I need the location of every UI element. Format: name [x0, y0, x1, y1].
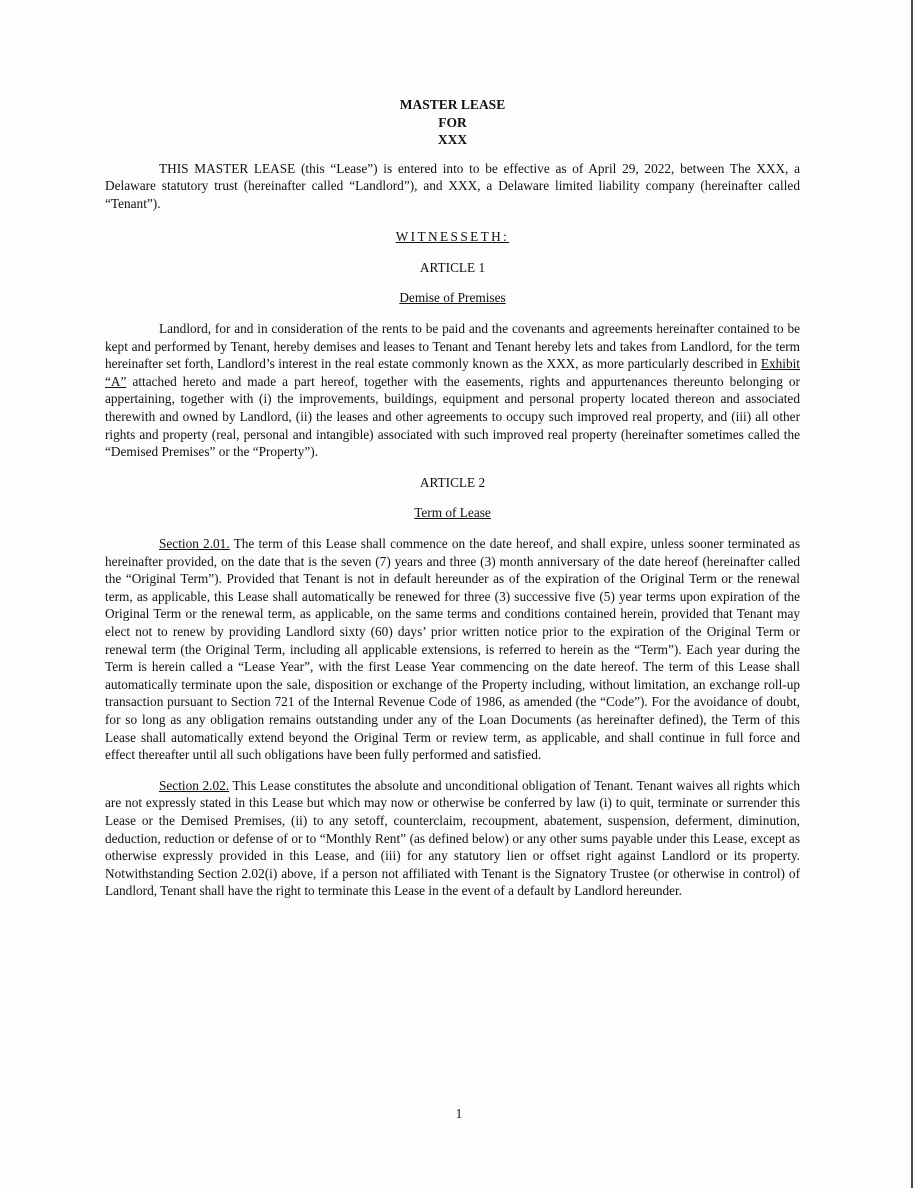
section-2-02-paragraph	[105, 777, 800, 900]
intro-paragraph: THIS MASTER LEASE (this “Lease”) is entered into to be effective as of April 29, 2022, between The XXX, a Delaware statutory trust (hereinafter called “Landlord”), and XXX, a Delaware limited liability company (hereinafter called “Tenant”).	[105, 160, 800, 211]
witnesseth-text: WITNESSETH:	[395, 229, 510, 245]
article-2-heading: ARTICLE 2	[419, 474, 486, 490]
section-2-01-text: The term of this Lease shall commence on the date hereof, and shall expire, unless sooner terminated as hereinafter provided, on the date that is the seven (7) years and three (3) month anniversary of the date hereof (hereinafter called the “Original Term”). Provided that Tenant is not in default hereunder as of the expiration of the Original Term or the renewal term, as applicable, this Lease shall automatically be renewed for three (3) successive five (5) year terms upon expiration of the Original Term or the renewal term, as applicable, on the same terms and conditions contained herein, provided that Tenant may elect not to renew by providing Landlord sixty (60) days’ prior written notice prior to the expiration of the Original Term or renewal term (the Original Term, including all applicable extensions, is referred to herein as the “Term”). Each year during the Term is herein called a “Lease Year”, with the first Lease Year commencing on the date hereof. The term of this Lease shall automatically terminate upon the sale, disposition or exchange of the Property including, without limitation, an exchange roll-up transaction pursuant to Section 721 of the Internal Revenue Code of 1986, as amended (the “Code”). For the avoidance of doubt, for so long as any obligation remains outstanding under any of the Loan Documents (as hereinafter defined), the Term of this Lease shall automatically extend beyond the Original Term or review term, as applicable, and shall continue in full force and effect thereafter until all such obligations have been fully performed and satisfied.	[105, 536, 800, 763]
article-1-paragraph	[105, 320, 800, 461]
scan-edge-line	[911, 0, 913, 1188]
section-2-02-text: This Lease constitutes the absolute and unconditional obligation of Tenant. Tenant waives all rights which are not expressly stated in this Lease but which may now or otherwise be conferred by law (i) to quit, terminate or surrender this Lease or the Demised Premises, (ii) to any setoff, counterclaim, recoupment, abatement, suspension, deferment, diminution, deduction, reduction or defense of or to “Monthly Rent” (as defined below) or any other sums payable under this Lease, except as otherwise expressly provided in this Lease, and (iii) for any statutory lien or offset right against Landlord or its property. Notwithstanding Section 2.02(i) above, if a person not affiliated with Tenant is the Signatory Trustee (or otherwise in control) of Landlord, Tenant shall have the right to terminate this Lease in the event of a default by Landlord hereunder.	[105, 777, 800, 899]
section-2-02-label: Section 2.02.	[159, 777, 230, 793]
page-number: 1	[455, 1106, 463, 1121]
article-2-subheading-text: Term of Lease	[414, 505, 491, 521]
section-2-01-paragraph	[105, 535, 800, 764]
article-1-subheading	[105, 289, 800, 307]
section-2-01-label: Section 2.01.	[159, 536, 230, 551]
article-1-text-after: attached hereto and made a part hereof, together with the easements, rights and appurtenances thereunto belonging or appertaining, together with (i) the improvements, buildings, equipment and personal property located thereon and associated therewith and owned by Landlord, (ii) the leases and other agreements to occupy such improved real property, and (iii) all other rights and property (real, personal and intangible) associated with such improved real property (hereinafter sometimes called the “Demised Premises” or the “Property”).	[105, 373, 800, 460]
document-body	[105, 96, 800, 900]
article-1-subheading-text: Demise of Premises	[399, 290, 506, 306]
title-line-master-lease: MASTER LEASE	[399, 97, 506, 112]
article-1-text-before: Landlord, for and in consideration of the rents to be paid and the covenants and agreements hereinafter contained to be kept and performed by Tenant, hereby demises and leases to Tenant and Tenant hereby lets and takes from Landlord, for the term hereinafter set forth, Landlord’s interest in the real estate commonly known as the XXX, as more particularly described in	[105, 321, 800, 372]
article-1-heading: ARTICLE 1	[419, 259, 486, 275]
exhibit-a-reference: Exhibit “A”	[105, 356, 800, 389]
title-line-xxx: XXX	[437, 132, 468, 147]
article-2-subheading	[105, 504, 800, 522]
title-line-for: FOR	[438, 114, 467, 130]
document-title	[105, 96, 800, 149]
witnesseth-heading	[105, 228, 800, 246]
